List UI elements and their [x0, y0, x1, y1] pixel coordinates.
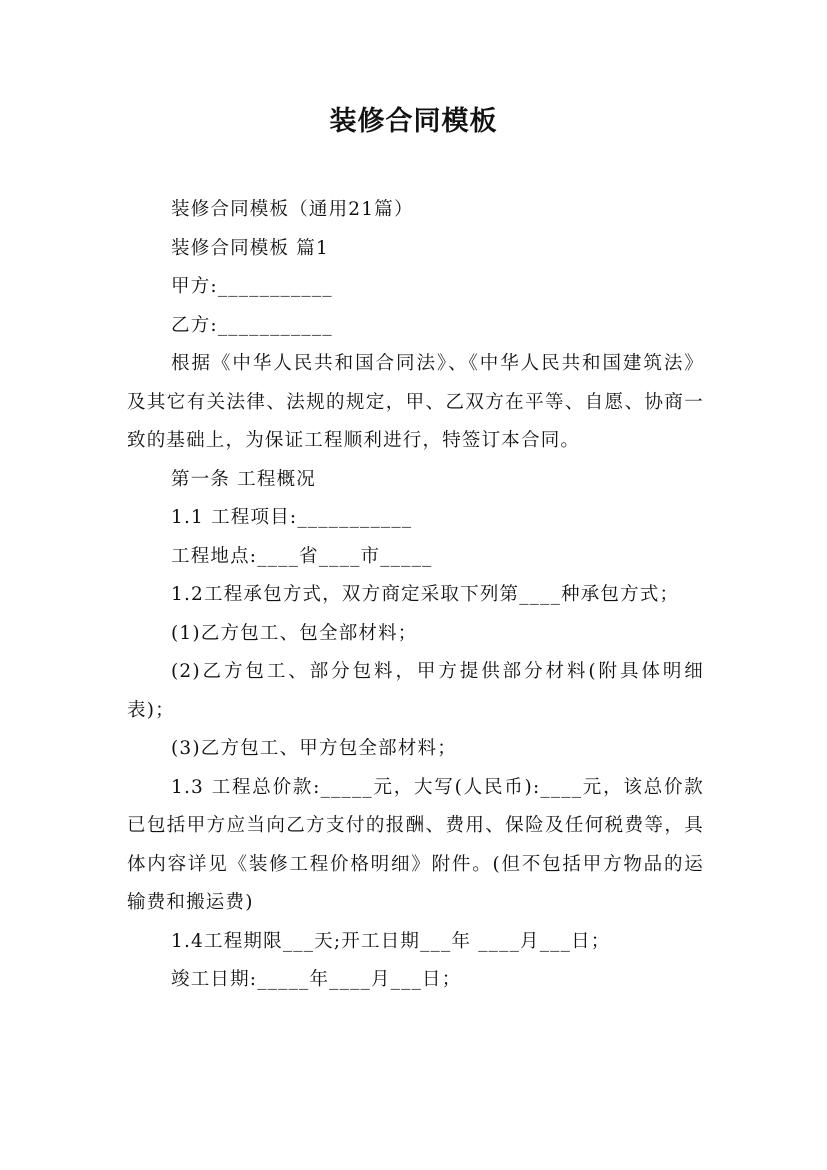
paragraph-duration: 1.4工程期限___天;开工日期___年 ____月___日； — [171, 930, 611, 952]
paragraph-article-one: 第一条 工程概况 — [171, 468, 316, 490]
paragraph-party-a: 甲方:___________ — [171, 276, 333, 297]
paragraph-completion-date: 竣工日期:_____年____月___日； — [171, 969, 462, 990]
paragraph-total-price: 1.3 工程总价款:_____元，大写(人民币):____元，该总价款已包括甲方应当向乙方支付的报酬、费用、保险及任何税费等，具体内容详见《装修工程价格明细》附件。(但不包括甲方物品的运输费和搬运费) — [127, 776, 704, 913]
paragraph-project-name: 1.1 工程项目:___________ — [171, 507, 413, 528]
paragraph-preamble: 根据《中华人民共和国合同法》、《中华人民共和国建筑法》及其它有关法律、法规的规定，甲、乙双方在平等、自愿、协商一致的基础上，为保证工程顺利进行，特签订本合同。 — [127, 353, 704, 451]
paragraph-option-1: (1)乙方包工、包全部材料； — [171, 622, 418, 644]
paragraph-option-3: (3)乙方包工、甲方包全部材料； — [171, 738, 457, 759]
paragraph-project-location: 工程地点:____省____市_____ — [171, 545, 433, 567]
document-title: 装修合同模板 — [329, 106, 498, 137]
paragraph-contract-method: 1.2工程承包方式，双方商定采取下列第____种承包方式； — [171, 584, 680, 605]
paragraph-option-2: (2)乙方包工、部分包料，甲方提供部分材料(附具体明细表)； — [127, 661, 704, 721]
paragraph-party-b: 乙方:___________ — [171, 314, 333, 336]
document-body — [127, 191, 704, 1000]
paragraph-subtitle: 装修合同模板（通用21篇） — [171, 199, 414, 220]
paragraph-section-heading: 装修合同模板 篇1 — [171, 237, 329, 259]
